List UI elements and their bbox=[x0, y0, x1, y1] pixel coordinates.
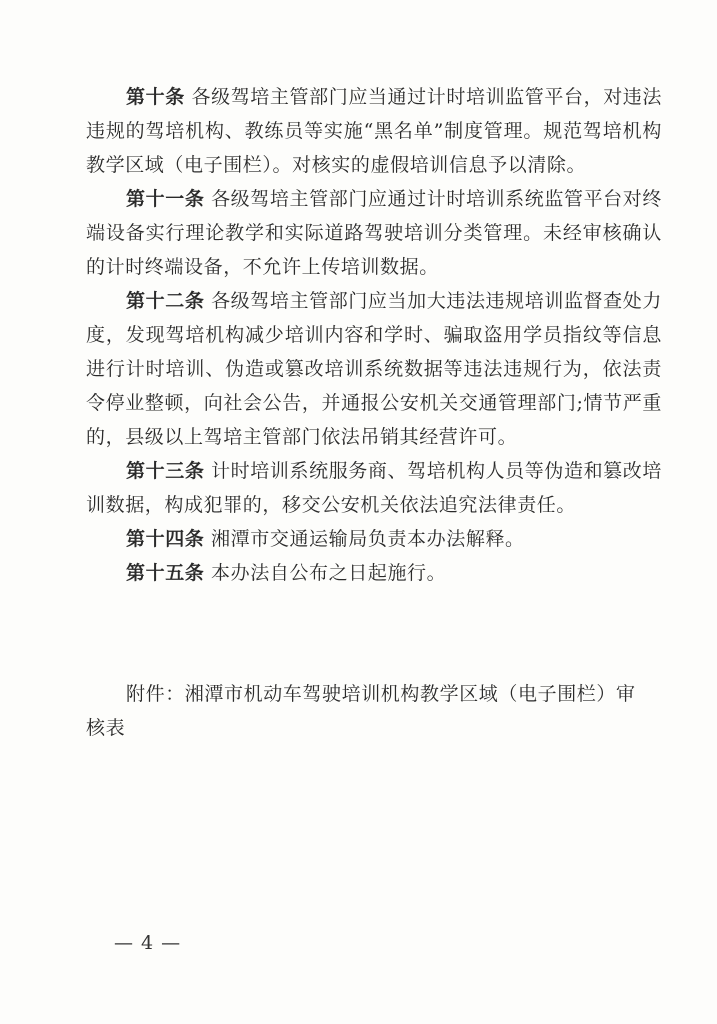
article-text: 各级驾培主管部门应当通过计时培训监管平台，对违法违规的驾培机构、教练员等实施“黑名单”制度管理。规范驾培机构教学区域（电子围栏）。对核实的虚假培训信息予以清除。 bbox=[86, 86, 663, 176]
article-11 bbox=[86, 182, 662, 284]
article-13 bbox=[86, 454, 662, 522]
article-text: 湘潭市交通运输局负责本办法解释。 bbox=[211, 528, 525, 550]
document-body bbox=[86, 80, 662, 590]
article-text: 计时培训系统服务商、驾培机构人员等伪造和篡改培训数据，构成犯罪的，移交公安机关依法追究法律责任。 bbox=[86, 460, 662, 516]
article-heading: 第十三条 bbox=[126, 460, 205, 482]
article-10 bbox=[86, 80, 662, 182]
appendix-line-1: 附件：湘潭市机动车驾驶培训机构教学区域（电子围栏）审 bbox=[126, 683, 636, 705]
article-14 bbox=[86, 522, 662, 556]
article-15 bbox=[86, 556, 662, 590]
article-heading: 第十二条 bbox=[126, 290, 205, 312]
article-text: 本办法自公布之日起施行。 bbox=[211, 562, 447, 584]
article-text: 各级驾培主管部门应通过计时培训系统监管平台对终端设备实行理论教学和实际道路驾驶培训分类管理。未经审核确认的计时终端设备，不允许上传培训数据。 bbox=[86, 188, 662, 278]
article-heading: 第十一条 bbox=[126, 188, 205, 210]
article-text: 各级驾培主管部门应当加大违法违规培训监督查处力度，发现驾培机构减少培训内容和学时、骗取盗用学员指纹等信息进行计时培训、伪造或篡改培训系统数据等违法违规行为，依法责令停业整顿，向社会公告，并通报公安机关交通管理部门;情节严重的，县级以上驾培主管部门依法吊销其经营许可。 bbox=[86, 290, 662, 448]
article-heading: 第十四条 bbox=[126, 528, 205, 550]
article-12 bbox=[86, 284, 662, 454]
article-heading: 第十五条 bbox=[126, 562, 205, 584]
article-heading: 第十条 bbox=[126, 86, 185, 108]
appendix-line-2: 核表 bbox=[86, 717, 126, 739]
page-number: — 4 — bbox=[114, 932, 182, 954]
